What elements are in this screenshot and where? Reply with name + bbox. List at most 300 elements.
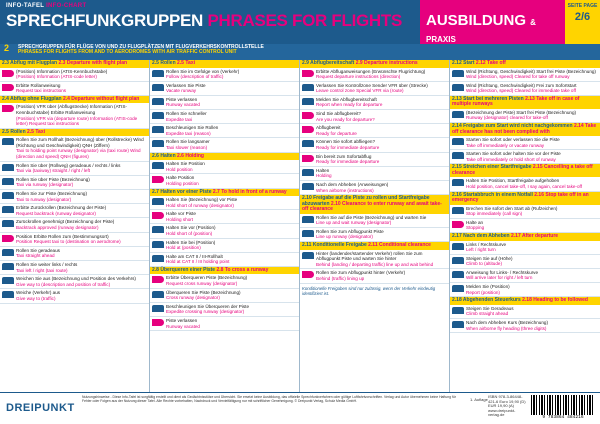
controller-icon <box>302 183 314 190</box>
phrase-german: Steigen Sie auf (Höhe) <box>466 255 513 261</box>
phrase-text <box>16 290 60 301</box>
controller-icon <box>2 206 14 213</box>
phrase-german: Beschleunigen Sie Überqueren der Piste <box>166 303 249 309</box>
phrase-english: Are you ready for departure? <box>316 116 375 122</box>
phrase-english: Backtrack approved (runway designator) <box>16 224 99 230</box>
phrase-english: (Position) Information (ATIS-code letter) <box>16 74 97 80</box>
phrase-english: Climb to (altitude) <box>466 261 502 267</box>
phrase-german: Überqueren Sie Piste (Bezeichnung) <box>166 289 241 295</box>
phrase-text <box>466 256 512 267</box>
controller-icon <box>2 263 14 270</box>
phrase-english: Holding short <box>166 216 194 222</box>
phrase-text <box>466 206 557 217</box>
phrase-english: Left / right turn <box>466 247 496 253</box>
phrase-english: Expedite taxi <box>166 116 193 122</box>
section-heading-english: 2.4 Departure without flight plan <box>62 95 140 102</box>
phrase-german: Abflugbereit <box>316 125 341 131</box>
phrase-row <box>0 68 149 82</box>
phrase-german: Steigen Sie Geradeaus <box>466 305 514 311</box>
phrase-text <box>166 225 216 236</box>
phrase-english: Report (position) <box>466 289 500 295</box>
section-heading <box>150 60 299 68</box>
header-kicker <box>6 3 86 9</box>
phrase-english: Request departure instructions (direction) <box>316 74 401 80</box>
phrase-english: Follow (description of traffic) <box>166 74 224 80</box>
section-heading-german: 2.15 Streichen einer Startfreigabe <box>452 164 532 171</box>
phrase-row <box>150 317 299 331</box>
phrase-text <box>466 284 510 295</box>
pilot-icon <box>302 155 314 162</box>
phrase-english: Line up and wait runway (designator) <box>316 220 392 226</box>
section-heading-german: 2.13 Start bei mehreren Pisten <box>452 95 524 102</box>
phrase-row <box>0 176 149 190</box>
phrase-row <box>150 239 299 253</box>
phrase-german: Hinter (landender/startender Verkehr) rollen Sie zum Abflugpunkt Piste und warten Sie hinter <box>316 250 423 262</box>
phrase-german: Wind (Richtung, Geschwindigkeit) Start frei Piste (Bezeichnung) <box>466 68 596 74</box>
phrase-english: Request cross runway (designator) <box>166 281 238 287</box>
section-heading <box>450 233 600 241</box>
phrase-german: Rollen Sie langsamer <box>166 139 210 145</box>
phrase-german: Position Erbitte Rollen zum (Bestimmungsort) <box>16 233 109 239</box>
phrase-english: Taxi to runway (designator) <box>16 196 72 202</box>
phrase-row <box>150 82 299 96</box>
section-heading <box>450 297 600 305</box>
phrase-german: Piste verlassen <box>166 318 198 323</box>
section-heading-english: 2.12 Take off <box>475 60 506 66</box>
controller-icon <box>152 226 164 233</box>
phrase-text <box>316 125 357 136</box>
phrase-text <box>166 161 205 172</box>
phrase-text <box>166 197 237 208</box>
phrase-text <box>466 220 484 231</box>
phrase-english: Taxi slower (reason) <box>166 145 208 151</box>
section-heading-german: 2.11 Konditionelle Freigabe <box>302 242 367 249</box>
phrase-row <box>0 190 149 204</box>
phrase-row <box>0 233 149 247</box>
phrase-row <box>0 289 149 303</box>
phrase-german: Erbitte Abfluganweisungen (Erwünschte Flugrichtung) <box>316 68 426 74</box>
phrase-row <box>450 219 600 233</box>
phrase-german: Melden Sie Abflugbereitschaft <box>316 96 377 102</box>
phrase-text <box>316 69 425 80</box>
phrase-german: Rollen Sie zum Rollhalt (Bezeichnung) über (Rollstrecke) Wind (Richtung und Geschwindigkeit) QNH (Ziffern) <box>16 137 144 148</box>
title-english: PHRASES FOR FLIGHTS <box>207 11 403 30</box>
pilot-icon <box>152 176 164 183</box>
phrase-text <box>166 175 199 186</box>
phrase-row <box>150 224 299 238</box>
phrase-english: Hold position, cancel take-off, I say again, cancel take-off <box>466 184 583 190</box>
phrase-text <box>166 254 229 265</box>
pilot-icon <box>2 105 14 112</box>
phrase-text <box>466 306 514 317</box>
section-heading <box>450 123 600 136</box>
phrase-german: Erbitte Überqueren Piste (Bezeichnung) <box>166 275 248 281</box>
phrase-english: Taxi via (taxiway) straight / right / left <box>16 168 91 174</box>
section-heading <box>0 129 149 137</box>
section-heading-german: 2.17 Nach dem Abheben <box>452 233 510 239</box>
phrase-english: Holding <box>316 173 332 179</box>
controller-icon <box>152 98 164 105</box>
phrase-text <box>466 83 577 94</box>
phrase-text <box>166 275 247 286</box>
phrase-english: When airborne (instructions) <box>316 187 374 193</box>
phrase-german: Können Sie sofort abfliegen? <box>316 139 375 145</box>
phrase-row <box>450 305 600 319</box>
phrase-english: Request taxi instructions <box>16 88 67 94</box>
controller-icon <box>2 138 14 145</box>
chapter-heading <box>0 44 600 60</box>
phrase-german: Halten Sie Position, Startfreigabe aufgehoben <box>466 178 560 184</box>
phrase-german: Halte am CAT II / III-Rollhalt <box>166 253 223 259</box>
phrase-row <box>450 82 600 96</box>
controller-icon <box>452 307 464 314</box>
phrase-row <box>450 283 600 297</box>
phrase-text <box>166 111 207 122</box>
phrase-german: Bin bereit zum Sofortabflug <box>316 153 372 159</box>
isbn-info: ISBN 978-3-86448-421-6 Euro 19,90 (D) EUR 19,90 (A) www.dreipunkt-verlag.de <box>488 394 526 418</box>
section-heading-german: 2.9 Abflugbereitschaft <box>302 60 355 66</box>
pilot-icon <box>152 212 164 219</box>
column-2 <box>150 60 300 392</box>
phrase-row <box>150 253 299 267</box>
phrase-english: Give way to (description and position of traffic) <box>16 281 111 287</box>
phrase-german: Piste verlassen <box>166 96 198 102</box>
phrase-row <box>450 109 600 123</box>
section-heading-german: 2.14 Freigabe zum Start wird nicht nachgekommen <box>452 123 573 130</box>
phrase-english: Hold position <box>166 166 193 172</box>
controller-icon <box>152 112 164 119</box>
section-heading <box>150 189 299 197</box>
phrase-german: Anweisung für Links- / Rechtskurve <box>466 269 538 275</box>
phrase-english: Holding position <box>166 180 199 186</box>
phrase-german: Rollen Sie im Gefolge von (Verkehr) <box>166 68 240 74</box>
phrase-german: Halte an <box>466 219 484 225</box>
phrase-text <box>16 234 121 245</box>
phrase-german: Weiche (Verkehr) aus <box>16 290 61 296</box>
section-heading-german: 2.8 Überqueren einer Piste <box>152 266 216 273</box>
phrase-english: Stopping <box>466 225 485 231</box>
phrase-text <box>466 178 582 189</box>
section-heading <box>300 242 449 250</box>
phrase-row <box>0 103 149 128</box>
controller-icon <box>452 257 464 264</box>
phrase-row <box>300 214 449 228</box>
kicker-info-tafel: INFO-TAFEL <box>6 3 45 9</box>
phrase-row <box>300 228 449 242</box>
phrase-text <box>16 163 120 174</box>
phrase-row <box>150 174 299 188</box>
phrase-row <box>0 261 149 275</box>
phrase-row <box>450 205 600 219</box>
phrase-english: Report when ready for departure <box>316 102 383 108</box>
section-heading <box>450 60 600 68</box>
phrase-text <box>316 270 405 281</box>
phrase-text <box>466 242 506 253</box>
phrase-german: Verlassen Sie Piste <box>166 82 206 88</box>
controller-icon <box>452 84 464 91</box>
phrase-german: Rollen Sie auf die Piste (Bezeichnung) und warten Sie <box>316 214 427 220</box>
phrase-row <box>150 196 299 210</box>
section-heading-english: 2.13 Take off in case of multiple runways <box>452 95 580 108</box>
kicker-info-chart: INFO-CHART <box>46 3 87 9</box>
phrase-row <box>300 181 449 195</box>
chapter-number: 2 <box>4 43 10 53</box>
controller-icon <box>152 291 164 298</box>
page-indicator <box>565 0 600 44</box>
phrase-text <box>316 229 384 240</box>
phrase-row <box>450 241 600 255</box>
phrase-text <box>316 182 388 193</box>
phrase-german: Rollen Sie zur Piste (Bezeichnung) <box>16 191 87 196</box>
column-4 <box>450 60 600 392</box>
phrase-row <box>450 68 600 82</box>
pilot-icon <box>2 70 14 77</box>
section-heading-german: 2.6 Halten <box>152 152 176 159</box>
phrase-row <box>300 250 449 270</box>
phrase-german: Beschleunigen Sie Rollen <box>166 125 219 131</box>
phrase-row <box>150 274 299 288</box>
phrase-german: Wind (Richtung, Geschwindigkeit) Frei zum Sofortstart <box>466 82 577 88</box>
phrase-row <box>450 150 600 164</box>
pilot-icon <box>152 319 164 326</box>
phrase-english: Taxi to holding point runway (designator) via (taxi route) Wind (direction and speed) QNH (figures) <box>16 148 141 160</box>
phrase-english: Runway vacated <box>166 102 200 108</box>
phrase-english: Cross runway (designator) <box>166 295 220 301</box>
phrase-english: Will arrive later for right / left turn <box>466 275 533 281</box>
controller-icon <box>152 70 164 77</box>
phrase-german: Rollen Sie zum Abflugpunkt hinter (Verkehr) <box>316 270 406 276</box>
section-heading <box>300 60 449 68</box>
phrase-row <box>0 136 149 161</box>
phrase-row <box>450 319 600 333</box>
phrase-english: Position Request taxi to (destination on aerodrome) <box>16 239 121 245</box>
controller-icon <box>452 70 464 77</box>
controller-icon <box>452 243 464 250</box>
section-heading-english: 2.6 Holding <box>177 152 204 159</box>
phrase-text <box>166 304 249 315</box>
phrase-row <box>300 68 449 82</box>
phrase-english: Taxi via runway (designator) <box>16 182 74 188</box>
phrase-english: Line up runway (designator) <box>316 234 373 240</box>
phrase-row <box>450 136 600 150</box>
phrase-text <box>466 151 561 162</box>
section-heading-german: 2.7 Halten vor einer Piste <box>152 188 212 195</box>
controller-icon <box>152 126 164 133</box>
phrase-german: Rollen Sie zum Abflugpunkt Piste <box>316 228 384 234</box>
section-heading-english: 2.17 After departure <box>511 233 559 239</box>
controller-icon <box>2 164 14 171</box>
phrase-row <box>300 153 449 167</box>
phrase-text <box>166 240 215 251</box>
phrase-text <box>316 168 332 179</box>
training-badge <box>420 0 565 44</box>
section-heading-german: 2.4 Abflug ohne Flugplan <box>2 95 62 102</box>
phrase-english: Leave control zone Special VFR via (route) <box>316 88 404 94</box>
phrase-english: Expedite taxi (reason) <box>166 130 211 136</box>
phrase-english: Climb straight ahead <box>466 311 509 317</box>
phrase-row <box>300 269 449 283</box>
phrase-text <box>16 219 114 230</box>
controller-icon <box>152 198 164 205</box>
controller-icon <box>302 252 314 259</box>
section-heading-german: 2.16 Startabbruch in einem Notfall <box>452 191 533 198</box>
section-heading-english: 2.10 Clearance to enter runway and await take-off clearance <box>302 200 442 213</box>
phrase-german: Nach dem Abheben (Anweisungen) <box>316 182 389 187</box>
phrase-german: Starten Sie sofort oder verlassen Sie die Piste <box>466 137 560 143</box>
phrase-row <box>150 160 299 174</box>
pilot-icon <box>452 221 464 228</box>
title-german: SPRECHFUNKGRUPPEN <box>6 11 204 30</box>
page-number: 2/6 <box>574 11 591 23</box>
section-heading-english: 2.5 Taxi <box>177 60 195 66</box>
phrase-german: Erbitte Rollanweisung <box>16 82 61 88</box>
phrase-german: (Position) Information (ATIS-Kennbuchstabe) <box>16 68 108 74</box>
phrase-row <box>150 210 299 224</box>
phrase-english: Take off immediately or hold short of runway <box>466 156 556 162</box>
phrase-german: Rollen Sie über (Rollweg) geradeaus / rechts / links <box>16 162 121 168</box>
phrase-german: Rollen Sie geradeaus <box>16 247 60 253</box>
phrase-text <box>16 262 77 273</box>
controller-icon <box>152 305 164 312</box>
controller-icon <box>2 277 14 284</box>
phrase-row <box>300 138 449 152</box>
phrase-german: Rollen Sie weiter links / rechts <box>16 261 78 267</box>
controller-icon <box>302 140 314 147</box>
phrase-english: When airborne fly heading (three digits) <box>466 325 547 331</box>
column-note: Konditionelle Freigaben sind nur zulässig, wenn der Verkehr eindeutig identifiziert ist. <box>302 285 436 296</box>
controller-icon <box>452 152 464 159</box>
phrase-text <box>316 251 447 268</box>
phrase-text <box>166 97 200 108</box>
phrase-row <box>300 82 449 96</box>
controller-icon <box>302 230 314 237</box>
section-heading-english: 2.7 To hold in front of a runway <box>212 188 287 195</box>
phrase-english: Ready for departure <box>316 130 357 136</box>
phrase-english: Wind (direction, speed) Cleared for immediate take off <box>466 88 576 94</box>
section-heading-german: 2.3 Abflug mit Flugplan <box>2 60 58 66</box>
phrase-german: Halten <box>316 167 330 173</box>
phrase-row <box>150 303 299 317</box>
phrase-english: Hold short of (position) <box>166 230 213 236</box>
publisher-logo: DREIPUNKT <box>6 402 75 414</box>
phrase-text <box>466 69 596 80</box>
phrase-english: (Position) VFR via (departure route) Information (ATIS-code letter) Request taxi instructions <box>16 115 138 127</box>
section-heading-english: 2.5 Taxi <box>27 128 45 135</box>
phrase-german: Sind Sie abflugbereit? <box>316 111 361 117</box>
phrase-english: Stop immediately (call sign) <box>466 211 523 217</box>
controller-icon <box>452 138 464 145</box>
phrase-row <box>0 82 149 96</box>
controller-icon <box>152 162 164 169</box>
phrase-text <box>16 177 90 188</box>
phrase-row <box>300 124 449 138</box>
section-heading-german: 2.5 Rollen <box>152 60 176 66</box>
section-heading <box>300 195 449 214</box>
phrase-english: Hold at (position) <box>166 245 201 251</box>
phrase-german: (Position) VFR über (Abflugstrecke) Information (ATIS-Kennbuchstabe) Erbitte Rollanweisung <box>16 104 127 115</box>
usage-disclaimer: Nutzungshinweise - Diese Info-Tafel ist sorgfältig erstellt und dient als Gedächtnisstütze und Übersicht. Sie ersetzt keine Ausbildung, das offizielle Sprechfunkverfahren oder gültige Luftfahrtvorschriften. Verlag und Autor übernehmen keine Haftung für Fehler oder Folgen aus der Nutzung dieser Tafel. Alle Rechte vorbehalten, Nachdruck und Vervielfältigung nur mit schriftlicher Genehmigung. © Dreipunkt Verlag, Schulz Media GmbH. <box>82 395 456 404</box>
phrase-text <box>16 137 147 159</box>
phrase-row <box>150 96 299 110</box>
controller-icon <box>452 271 464 278</box>
phrase-english: Hold short of runway (designator) <box>166 202 234 208</box>
phrase-english: Ready for immediate departure <box>316 159 380 165</box>
section-heading-english: 2.11 Conditional clearance <box>368 242 431 249</box>
phrase-german: Halte vor Piste <box>166 211 196 217</box>
phrase-text <box>16 205 106 216</box>
phrase-german: Halten Sie vor (Position) <box>166 225 216 231</box>
phrase-text <box>166 211 196 222</box>
section-heading-english: 2.9 Departure instructions <box>355 60 418 66</box>
phrase-text <box>16 69 107 80</box>
phrase-english: Ready for immediate departure <box>316 145 380 151</box>
phrase-german: (Bezeichnung der Piste) Start frei Piste (Bezeichnung) <box>466 109 577 115</box>
section-heading <box>150 267 299 275</box>
phrase-text <box>466 320 548 331</box>
phrase-english: Expedite crossing runway (designator) <box>166 309 245 315</box>
controller-icon <box>2 192 14 199</box>
phrase-text <box>16 276 136 287</box>
section-heading <box>450 164 600 177</box>
phrase-text <box>16 104 147 126</box>
phrase-english: Behind (landing / departing traffic) line up and wait behind <box>316 261 434 267</box>
section-heading-english: 2.18 Heading to be followed <box>522 297 588 304</box>
controller-icon <box>452 321 464 328</box>
phrase-text <box>166 318 200 329</box>
pilot-icon <box>302 271 314 278</box>
phrase-text <box>16 248 60 259</box>
phrase-german: Halten Sie Position <box>166 161 205 167</box>
phrase-german: Links / Rechtskurve <box>466 241 507 247</box>
phrase-german: Weichen Sie aus (Bezeichnung und Position des Verkehrs) <box>16 276 136 282</box>
phrase-row <box>450 255 600 269</box>
section-heading <box>0 96 149 104</box>
badge-label: AUSBILDUNG <box>426 12 526 29</box>
section-heading-german: 2.12 Start <box>452 60 475 66</box>
pilot-icon <box>2 235 14 242</box>
page-footer <box>0 392 600 424</box>
phrase-english: Request backtrack (runway designator) <box>16 210 96 216</box>
phrase-german: Halte Position <box>166 175 195 181</box>
pilot-icon <box>302 70 314 77</box>
phrase-text <box>166 69 239 80</box>
phrase-row <box>0 162 149 176</box>
controller-icon <box>2 291 14 298</box>
phrase-german: Halten Sie bei (Position) <box>166 239 216 245</box>
phrase-text <box>166 125 218 136</box>
column-3 <box>300 60 450 392</box>
barcode <box>531 395 595 422</box>
phrase-english: Hold at CAT II / III holding point <box>166 259 230 265</box>
controller-icon <box>452 285 464 292</box>
page-label: SEITE PAGE <box>567 3 598 9</box>
column-1 <box>0 60 150 392</box>
phrase-german: Zurückrollen genehmigt (Bezeichnung der Piste) <box>16 219 115 225</box>
phrase-german: Rollen Sie über Piste (Bezeichnung) <box>16 176 90 182</box>
phrase-text <box>316 139 379 150</box>
phrase-german: Erbitte Zurückrollen (Bezeichnung der Piste) <box>16 205 107 211</box>
phrase-english: Taxi left / right (taxi route) <box>16 267 68 273</box>
phrase-english: Give way to (traffic) <box>16 295 56 301</box>
controller-icon <box>302 169 314 176</box>
page-title <box>6 11 402 31</box>
phrase-row <box>150 138 299 152</box>
phrase-row <box>150 110 299 124</box>
section-heading-english: 2.3 Departure with flight plan <box>58 60 128 66</box>
phrase-german: Halten Sie (Bezeichnung) vor Piste <box>166 197 238 202</box>
phrase-text <box>466 110 576 121</box>
chapter-title-english: PHRASES FOR FLIGHTS FROM AND TO AERODROMES WITH AIR TRAFFIC CONTROL UNIT <box>18 48 237 55</box>
